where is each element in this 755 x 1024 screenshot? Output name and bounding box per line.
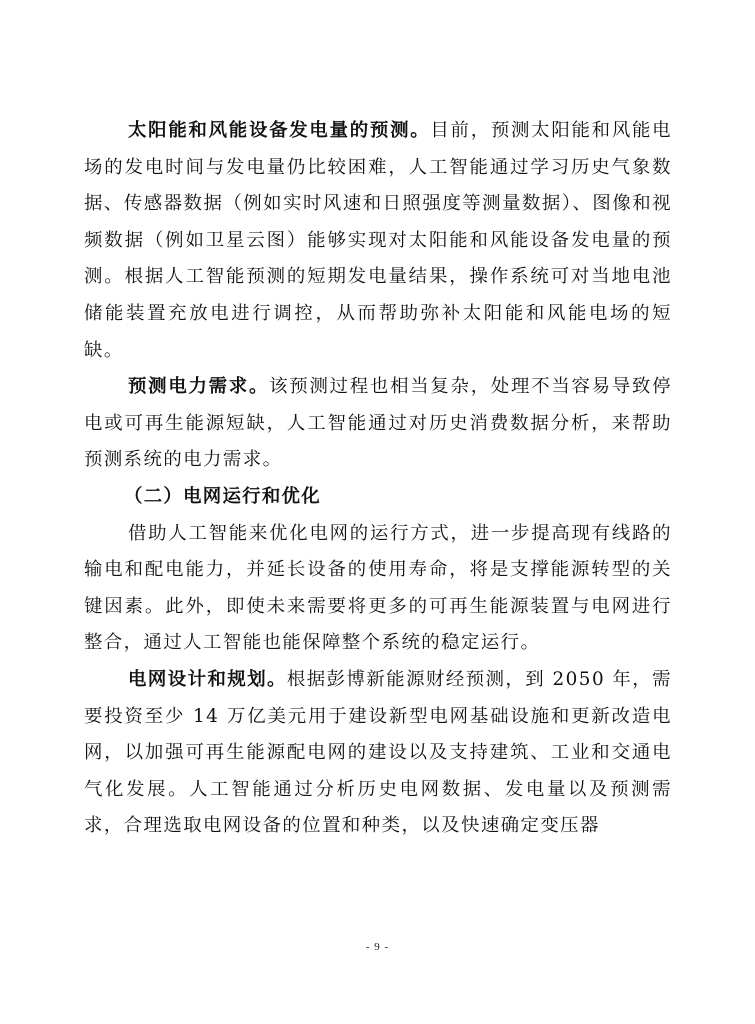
section-heading-grid-operation: （二）电网运行和优化 xyxy=(124,485,321,507)
paragraph-power-demand-forecast xyxy=(84,369,672,479)
paragraph-solar-wind-forecast xyxy=(84,113,672,369)
paragraph-lead-bold: 预测电力需求。 xyxy=(128,376,270,398)
page-body xyxy=(84,113,672,845)
paragraph-text: 借助人工智能来优化电网的运行方式，进一步提高现有线路的输电和配电能力，并延长设备的使用寿命，将是支撑能源转型的关键因素。此外，即使未来需要将更多的可再生能源装置与电网进行整合，通过人工智能也能保障整个系统的稳定运行。 xyxy=(84,522,672,654)
paragraph-text: 目前，预测太阳能和风能电场的发电时间与发电量仍比较困难，人工智能通过学习历史气象数据、传感器数据（例如实时风速和日照强度等测量数据）、图像和视频数据（例如卫星云图）能够实现对太阳能和风能设备发电量的预测。根据人工智能预测的短期发电量结果，操作系统可对当地电池储能装置充放电进行调控，从而帮助弥补太阳能和风能电场的短缺。 xyxy=(84,120,672,361)
paragraph-text: 该预测过程也相当复杂，处理不当容易导致停电或可再生能源短缺，人工智能通过对历史消费数据分析，来帮助预测系统的电力需求。 xyxy=(84,376,672,471)
paragraph-lead-bold: 太阳能和风能设备发电量的预测。 xyxy=(128,120,431,141)
page-number: - 9 - xyxy=(365,941,390,953)
paragraph-grid-design-planning xyxy=(84,662,672,845)
paragraph-grid-optimization xyxy=(84,516,672,662)
paragraph-lead-bold: 电网设计和规划。 xyxy=(128,668,287,690)
paragraph-text: 根据彭博新能源财经预测，到 2050 年，需要投资至少 14 万亿美元用于建设新型电网基础设施和更新改造电网，以加强可再生能源配电网的建设以及支持建筑、工业和交通电气化发展。人工智能通过分析历史电网数据、发电量以及预测需求，合理选取电网设备的位置和种类，以及快速确定变压器 xyxy=(84,668,672,837)
